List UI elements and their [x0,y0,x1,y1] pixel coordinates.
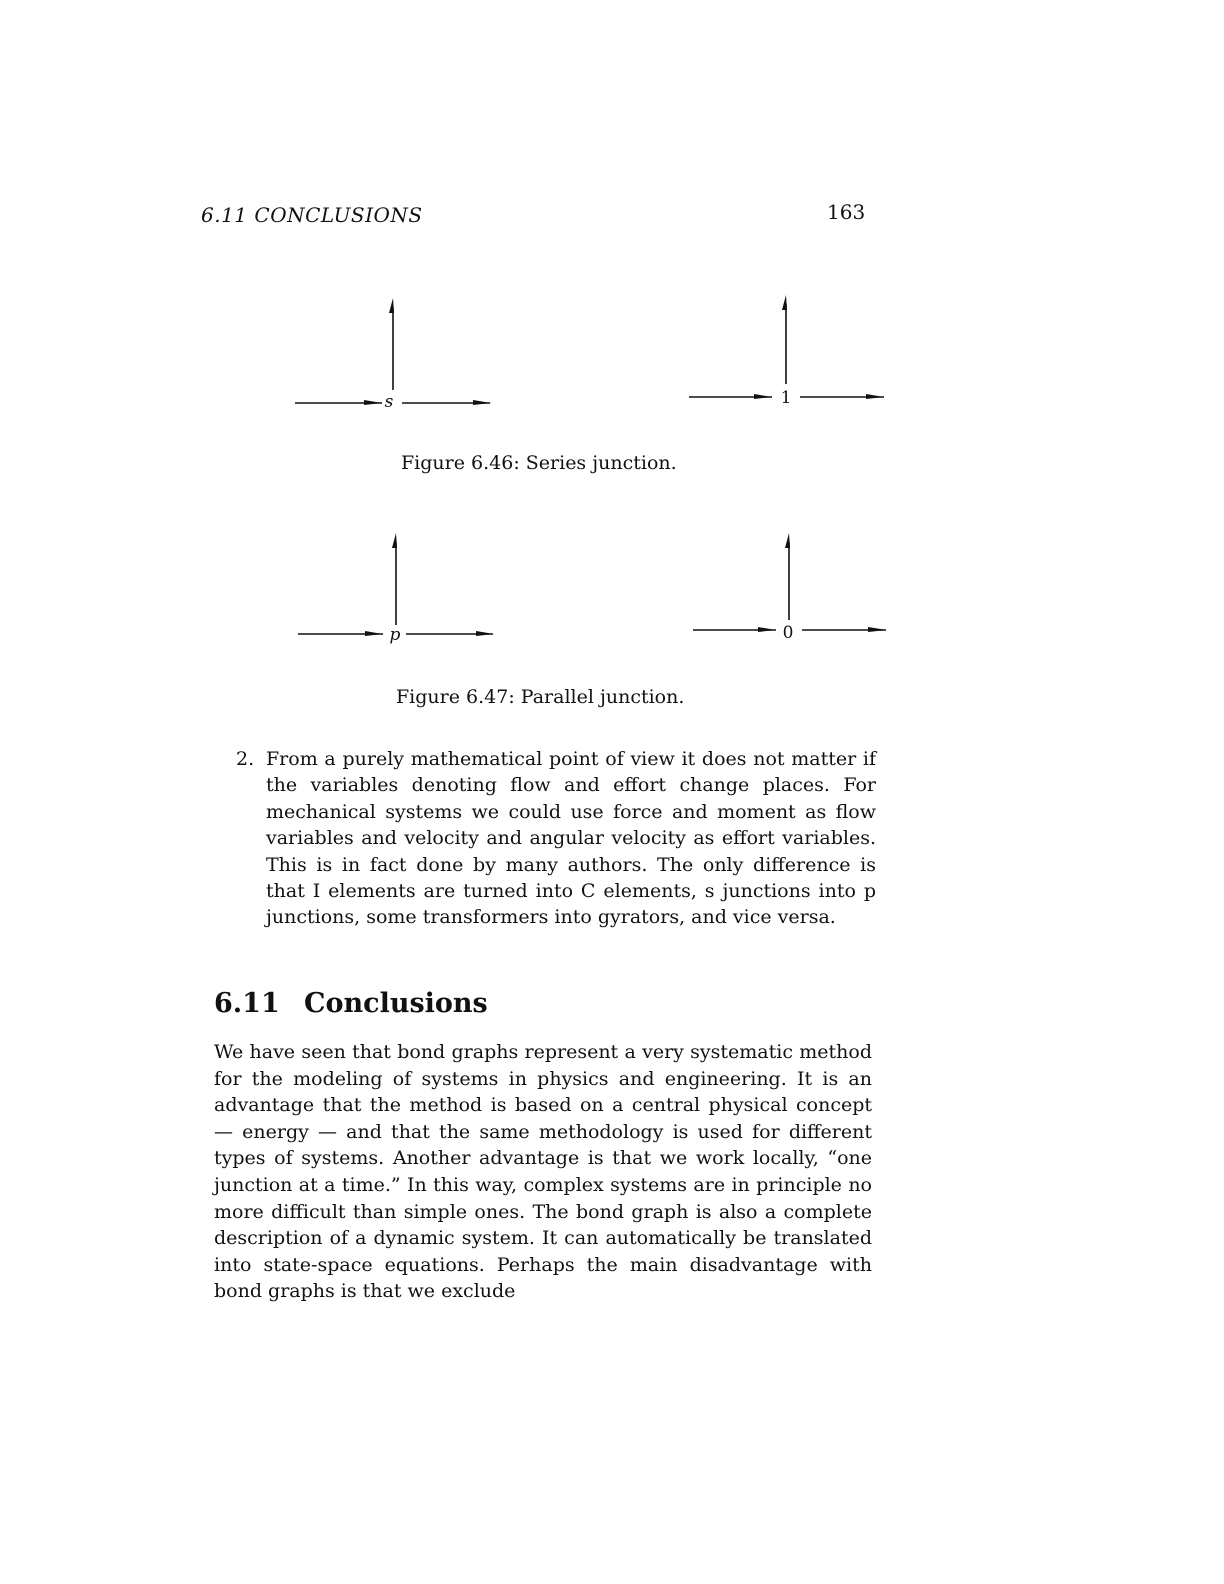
list-item-text: From a purely mathematical point of view it does not matter if the variables denoting flow and effort change places. For mechanical systems we could use force and moment as flow variables and velocity and angular velocity as effort variables. This is in fact done by many authors. The only difference is that I elements are turned into C elements, s junctions into p junctions, some transformers into gyrators, and vice versa. [266,748,876,929]
series-junction-1-label: 1 [780,388,792,408]
series-junction-s-label: s [384,392,394,412]
list-item-number: 2. [236,748,255,770]
running-head: 6.11 CONCLUSIONS [201,203,423,227]
section-number: 6.11 [214,988,280,1019]
page-number: 163 [827,200,866,224]
parallel-junction-0-label: 0 [782,623,794,643]
list-item [236,746,876,931]
figure-6-47-caption: Figure 6.47: Parallel junction. [396,686,685,708]
parallel-junction-p-diagram [293,530,503,650]
series-junction-s-diagram [290,295,500,415]
parallel-junction-p-label: p [389,625,401,645]
body-paragraph: We have seen that bond graphs represent a very systematic method for the modeling of systems in physics and engineering. It is an advantage that the method is based on a central physical concept — energy — and that the same methodology is used for different types of systems. Another advantage is that we work locally, “one junction at a time.” In this way, complex systems are in principle no more difficult than simple ones. The bond graph is also a complete description of a dynamic system. It can automatically be translated into state-space equations. Perhaps the main disadvantage with bond graphs is that we exclude [214,1041,872,1303]
series-junction-1-diagram [684,292,894,412]
section-title: Conclusions [304,988,488,1019]
parallel-junction-0-diagram [688,530,898,650]
section-heading [214,988,488,1019]
figure-6-46-caption: Figure 6.46: Series junction. [401,452,677,474]
